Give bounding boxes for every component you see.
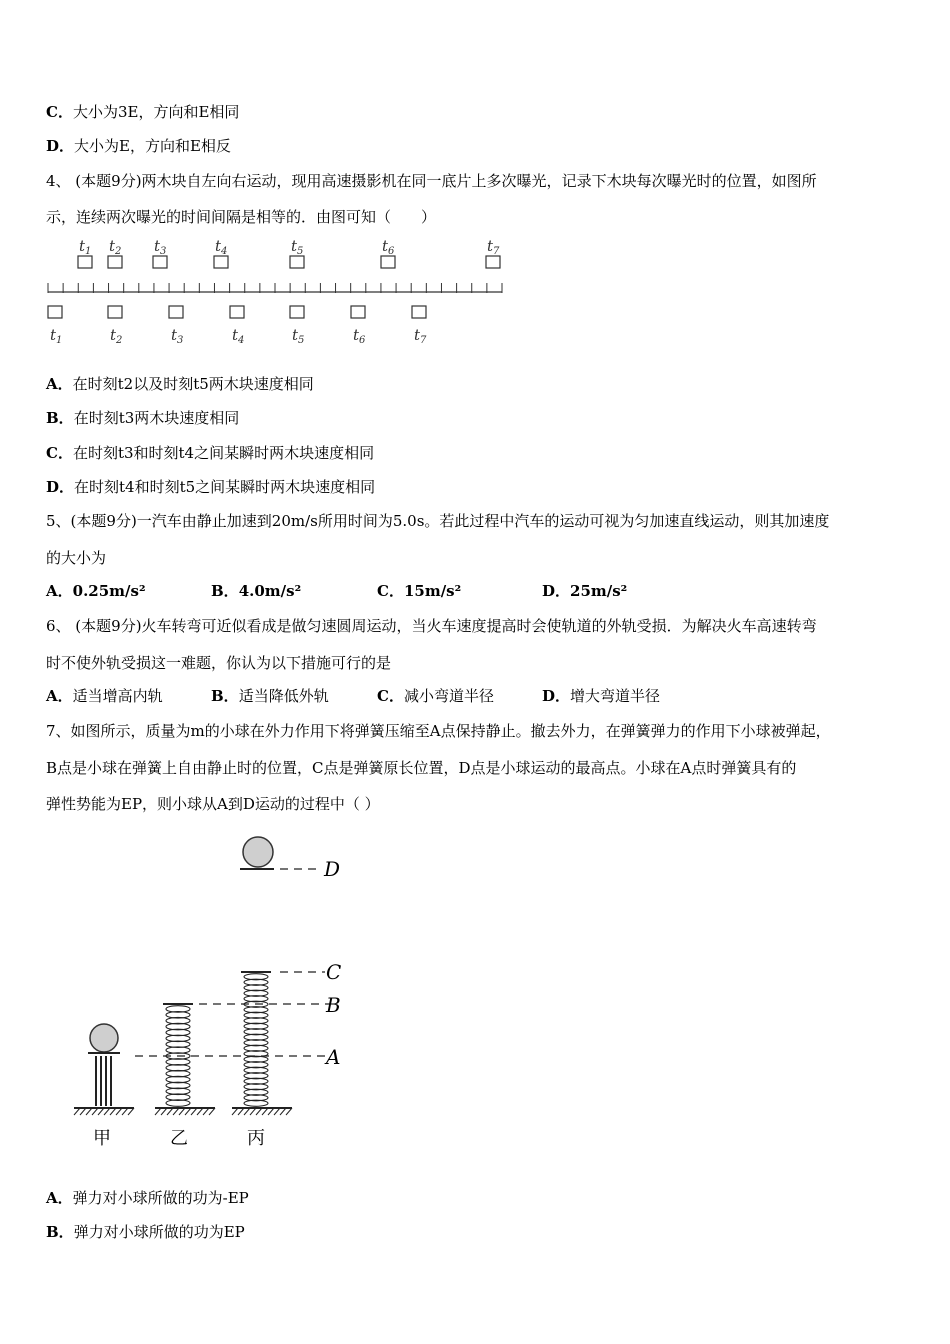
level-label-c: C <box>326 960 342 984</box>
level-label-d: D <box>324 857 341 881</box>
bottom-block <box>48 306 62 318</box>
q7-stem-line3: 弹性势能为EP，则小球从A到D运动的过程中（ ） <box>46 795 380 813</box>
top-block <box>108 256 122 268</box>
q5-option-b: B．4.0m/s² <box>211 582 302 600</box>
top-block <box>486 256 500 268</box>
q6-option-a: A．适当增高内轨 <box>46 687 163 705</box>
ball-top <box>243 837 273 867</box>
q3-option-d: D．大小为E，方向和E相反 <box>46 137 231 155</box>
q6-option-b: B．适当降低外轨 <box>211 687 329 705</box>
bottom-time-label: $t_1$ <box>50 326 63 346</box>
caption-jia: 甲 <box>93 1128 111 1149</box>
q3-option-c: C．大小为3E，方向和E相同 <box>46 103 240 121</box>
q4-option-a: A．在时刻t2以及时刻t5两木块速度相同 <box>46 375 314 393</box>
top-block <box>214 256 228 268</box>
bottom-time-label: $t_7$ <box>414 326 427 346</box>
bottom-time-label: $t_3$ <box>171 326 184 346</box>
top-time-label: $t_3$ <box>154 237 167 257</box>
q6-option-d: D．增大弯道半径 <box>542 687 661 705</box>
q5-option-a: A．0.25m/s² <box>46 582 146 600</box>
caption-yi: 乙 <box>170 1128 188 1149</box>
top-block <box>381 256 395 268</box>
q6-stem-line2: 时不使外轨受损这一难题，你认为以下措施可行的是 <box>46 654 392 672</box>
q7-option-a: A．弹力对小球所做的功为-EP <box>46 1189 249 1207</box>
q5-option-d: D．25m/s² <box>542 582 628 600</box>
q6-stem-line1: 6、 (本题9分)火车转弯可近似看成是做匀速圆周运动，当火车速度提高时会使轨道的外轨受损．为解决火车高速转弯 <box>46 617 817 635</box>
top-block <box>153 256 167 268</box>
top-time-label: $t_1$ <box>79 237 92 257</box>
top-time-label: $t_4$ <box>215 237 228 257</box>
bottom-block <box>412 306 426 318</box>
top-time-label: $t_6$ <box>382 237 395 257</box>
top-block <box>78 256 92 268</box>
q4-figure-blocks <box>40 236 510 348</box>
bottom-time-label: $t_5$ <box>292 326 305 346</box>
q5-stem-line2: 的大小为 <box>46 549 107 567</box>
q6-option-c: C．减小弯道半径 <box>377 687 494 705</box>
q5-option-c: C．15m/s² <box>377 582 462 600</box>
q7-stem-line2: B点是小球在弹簧上自由静止时的位置，C点是弹簧原长位置，D点是小球运动的最高点。小球在A点时弹簧具有的 <box>46 759 797 777</box>
q4-option-d: D．在时刻t4和时刻t5之间某瞬时两木块速度相同 <box>46 478 376 496</box>
q7-stem-line1: 7、如图所示，质量为m的小球在外力作用下将弹簧压缩至A点保持静止。撤去外力，在弹簧弹力的作用下小球被弹起， <box>46 722 831 740</box>
bottom-block <box>230 306 244 318</box>
level-label-a: A <box>326 1045 341 1069</box>
bottom-time-label: $t_2$ <box>110 326 123 346</box>
level-label-b: B <box>326 993 341 1017</box>
top-time-label: $t_2$ <box>109 237 122 257</box>
bottom-time-label: $t_4$ <box>232 326 245 346</box>
top-time-label: $t_7$ <box>487 237 500 257</box>
ball-jia <box>90 1024 118 1052</box>
q4-stem-line2: 示，连续两次曝光的时间间隔是相等的．由图可知（ ） <box>46 208 437 226</box>
q4-stem-line1: 4、 (本题9分)两木块自左向右运动，现用高速摄影机在同一底片上多次曝光，记录下木块每次曝光时的位置，如图所 <box>46 172 817 190</box>
q7-figure-springs <box>60 830 360 1150</box>
top-time-label: $t_5$ <box>291 237 304 257</box>
bottom-block <box>169 306 183 318</box>
q4-option-b: B．在时刻t3两木块速度相同 <box>46 409 240 427</box>
caption-bing: 丙 <box>247 1128 265 1149</box>
bottom-time-label: $t_6$ <box>353 326 366 346</box>
q5-stem-line1: 5、(本题9分)一汽车由静止加速到20m/s所用时间为5.0s。若此过程中汽车的运动可视为匀加速直线运动，则其加速度 <box>46 512 830 530</box>
q7-option-b: B．弹力对小球所做的功为EP <box>46 1223 245 1241</box>
bottom-block <box>108 306 122 318</box>
top-block <box>290 256 304 268</box>
bottom-block <box>351 306 365 318</box>
bottom-block <box>290 306 304 318</box>
q4-option-c: C．在时刻t3和时刻t4之间某瞬时两木块速度相同 <box>46 444 375 462</box>
